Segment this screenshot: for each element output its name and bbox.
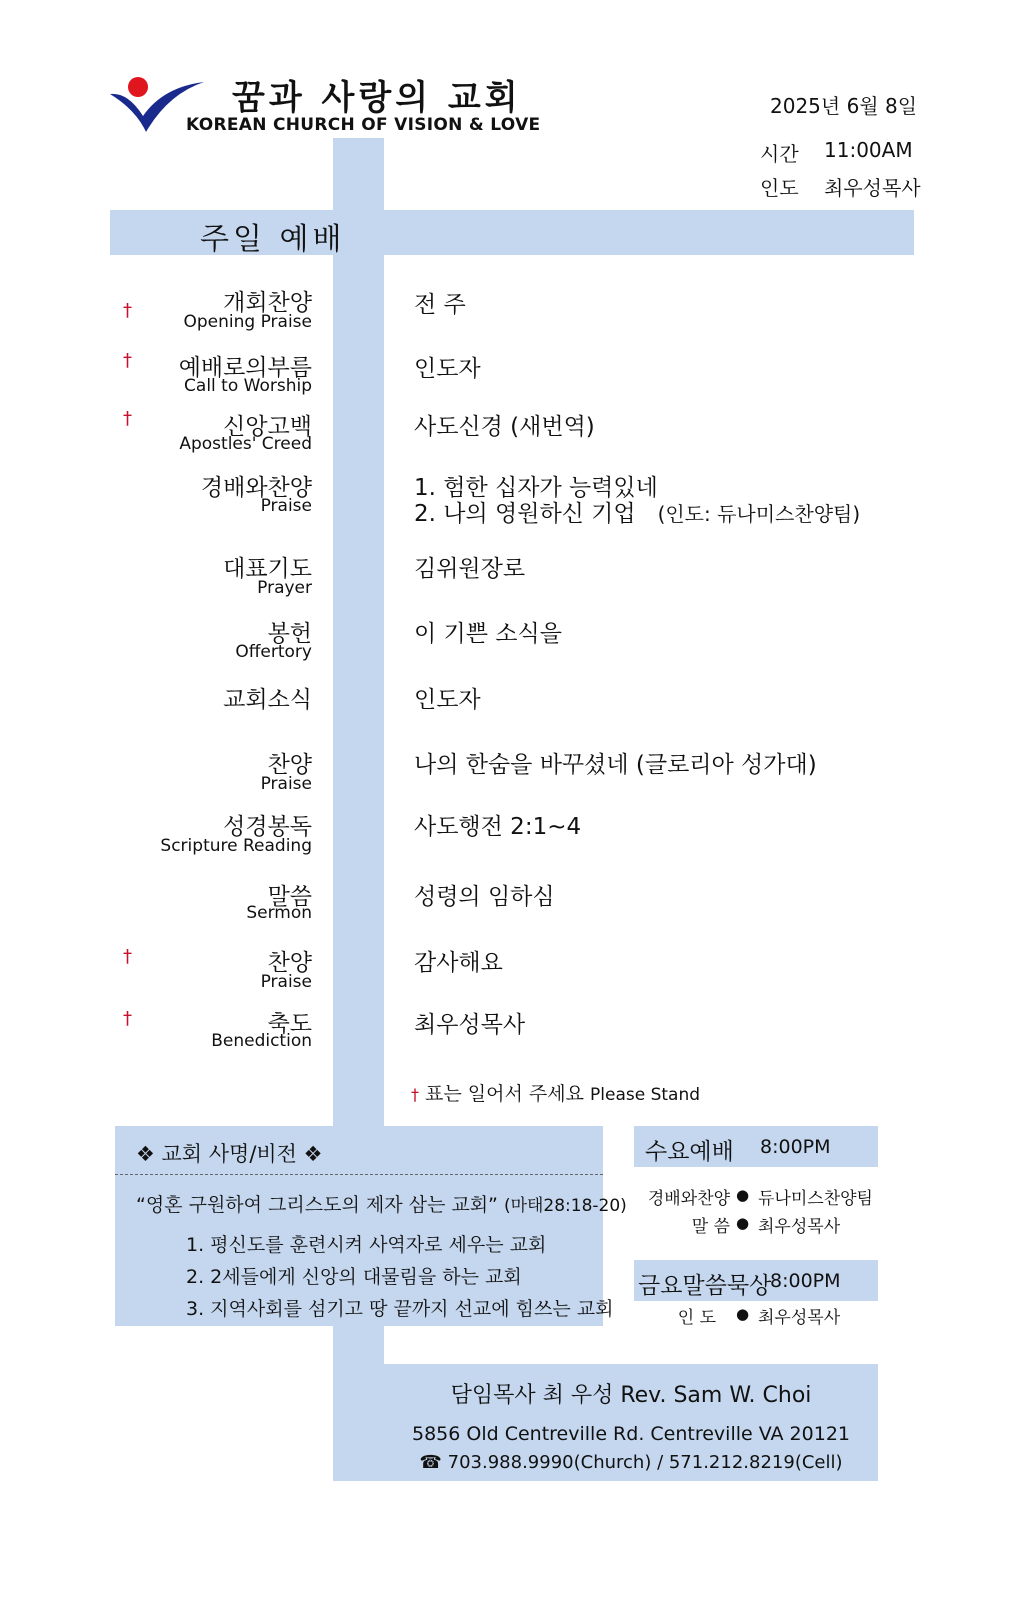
- stand-mark: †: [123, 1008, 132, 1029]
- service-title: 주일 예배: [200, 222, 346, 257]
- item-title-english: Scripture Reading: [160, 836, 312, 856]
- leader-label: 인도: [760, 176, 799, 200]
- bullet-icon: ●: [736, 1305, 750, 1323]
- friday-time: 8:00PM: [770, 1270, 841, 1292]
- item-title-english: Praise: [260, 774, 312, 794]
- item-title-korean: 말씀: [267, 884, 312, 910]
- service-date: 2025년 6월 8일: [770, 94, 918, 118]
- item-title-korean: 봉헌: [267, 621, 312, 647]
- item-value-second-line: [414, 495, 860, 528]
- item-title-english: Prayer: [257, 578, 312, 598]
- friday-title: 금요말씀묵상: [638, 1273, 772, 1299]
- item-title-english: Sermon: [246, 903, 312, 923]
- time-label: 시간: [760, 142, 799, 166]
- item-title-english: Praise: [260, 496, 312, 516]
- item-value-second: 2. 나의 영원하신 기업: [414, 501, 636, 527]
- mission-quote-reference: (마태28:18-20): [503, 1196, 627, 1216]
- item-value: 감사해요: [414, 950, 503, 976]
- leader-value: 최우성목사: [824, 176, 921, 200]
- item-title-korean: 찬양: [267, 950, 312, 976]
- item-title-korean: 개회찬양: [223, 290, 312, 316]
- mission-title: ❖ 교회 사명/비전 ❖: [136, 1142, 323, 1166]
- phone-text: 703.988.9990(Church) / 571.212.8219(Cell): [447, 1452, 843, 1473]
- item-value: 인도자: [414, 356, 481, 382]
- time-value: 11:00AM: [824, 138, 913, 162]
- wednesday-title: 수요예배: [645, 1139, 734, 1165]
- item-value: 사도행전 2:1~4: [414, 814, 582, 840]
- item-value-note: (인도: 듀나미스찬양팀): [657, 502, 861, 526]
- item-title-korean: 대표기도: [223, 556, 312, 582]
- senior-pastor: 담임목사 최 우성 Rev. Sam W. Choi: [450, 1383, 812, 1408]
- item-value: 전 주: [414, 292, 466, 318]
- mission-quote: [136, 1190, 627, 1217]
- item-title-english: Benediction: [211, 1031, 312, 1051]
- item-title-english: Opening Praise: [183, 312, 312, 332]
- mission-item: 1. 평신도를 훈련시켜 사역자로 세우는 교회: [186, 1234, 547, 1256]
- friday-detail-value: 최우성목사: [758, 1308, 841, 1328]
- item-value: 1. 험한 십자가 능력있네: [414, 475, 658, 501]
- item-value: 최우성목사: [414, 1012, 526, 1038]
- item-value: 성령의 임하심: [414, 884, 555, 910]
- mission-quote-text: “영혼 구원하여 그리스도의 제자 삼는 교회”: [136, 1194, 498, 1216]
- item-value: 이 기쁜 소식을: [414, 621, 562, 647]
- stand-note-korean: 표는 일어서 주세요: [425, 1083, 584, 1105]
- item-title-korean: 신앙고백: [223, 414, 312, 440]
- item-title-korean: 축도: [267, 1011, 312, 1037]
- wednesday-time: 8:00PM: [760, 1136, 831, 1158]
- stand-mark: †: [123, 946, 132, 967]
- item-title-korean: 성경봉독: [223, 814, 312, 840]
- item-title-english: Apostles' Creed: [179, 434, 312, 454]
- wednesday-detail-label: 말 씀: [691, 1217, 730, 1237]
- mission-divider: [115, 1174, 603, 1175]
- item-title-korean: 경배와찬양: [200, 475, 312, 501]
- bullet-icon: ●: [736, 1214, 750, 1232]
- phone-numbers: [384, 1452, 878, 1473]
- item-value: 나의 한숨을 바꾸셨네 (글로리아 성가대): [414, 752, 817, 778]
- church-name-korean: 꿈과 사랑의 교회: [232, 78, 522, 118]
- item-title-english: Offertory: [235, 642, 312, 662]
- friday-detail-label: 인 도: [677, 1308, 716, 1328]
- item-title-korean: 예배로의부름: [178, 355, 312, 381]
- item-value: 김위원장로: [414, 556, 526, 582]
- phone-icon: ☎: [419, 1452, 442, 1473]
- stand-mark: †: [123, 350, 132, 371]
- wednesday-detail-value: 듀나미스찬양팀: [758, 1189, 873, 1209]
- item-title-english: Call to Worship: [184, 376, 312, 396]
- mission-item: 2. 2세들에게 신앙의 대물림을 하는 교회: [186, 1266, 522, 1288]
- item-title-korean: 교회소식: [223, 687, 312, 713]
- item-title-english: Praise: [260, 972, 312, 992]
- item-title-korean: 찬양: [267, 752, 312, 778]
- bullet-icon: ●: [736, 1186, 750, 1204]
- item-value: 사도신경 (새번역): [414, 414, 595, 440]
- church-name-english: KOREAN CHURCH OF VISION & LOVE: [186, 115, 541, 135]
- wednesday-detail-label: 경배와찬양: [647, 1189, 730, 1209]
- mission-item: 3. 지역사회를 섬기고 땅 끝까지 선교에 힘쓰는 교회: [186, 1298, 614, 1320]
- wednesday-detail-value: 최우성목사: [758, 1217, 841, 1237]
- stand-note: [411, 1079, 700, 1106]
- stand-mark: †: [123, 300, 132, 321]
- stand-note-english: Please Stand: [590, 1085, 701, 1105]
- item-value: 인도자: [414, 687, 481, 713]
- church-address: 5856 Old Centreville Rd. Centreville VA 20121: [411, 1423, 850, 1445]
- stand-mark: †: [123, 408, 132, 429]
- stand-note-mark: †: [411, 1085, 419, 1104]
